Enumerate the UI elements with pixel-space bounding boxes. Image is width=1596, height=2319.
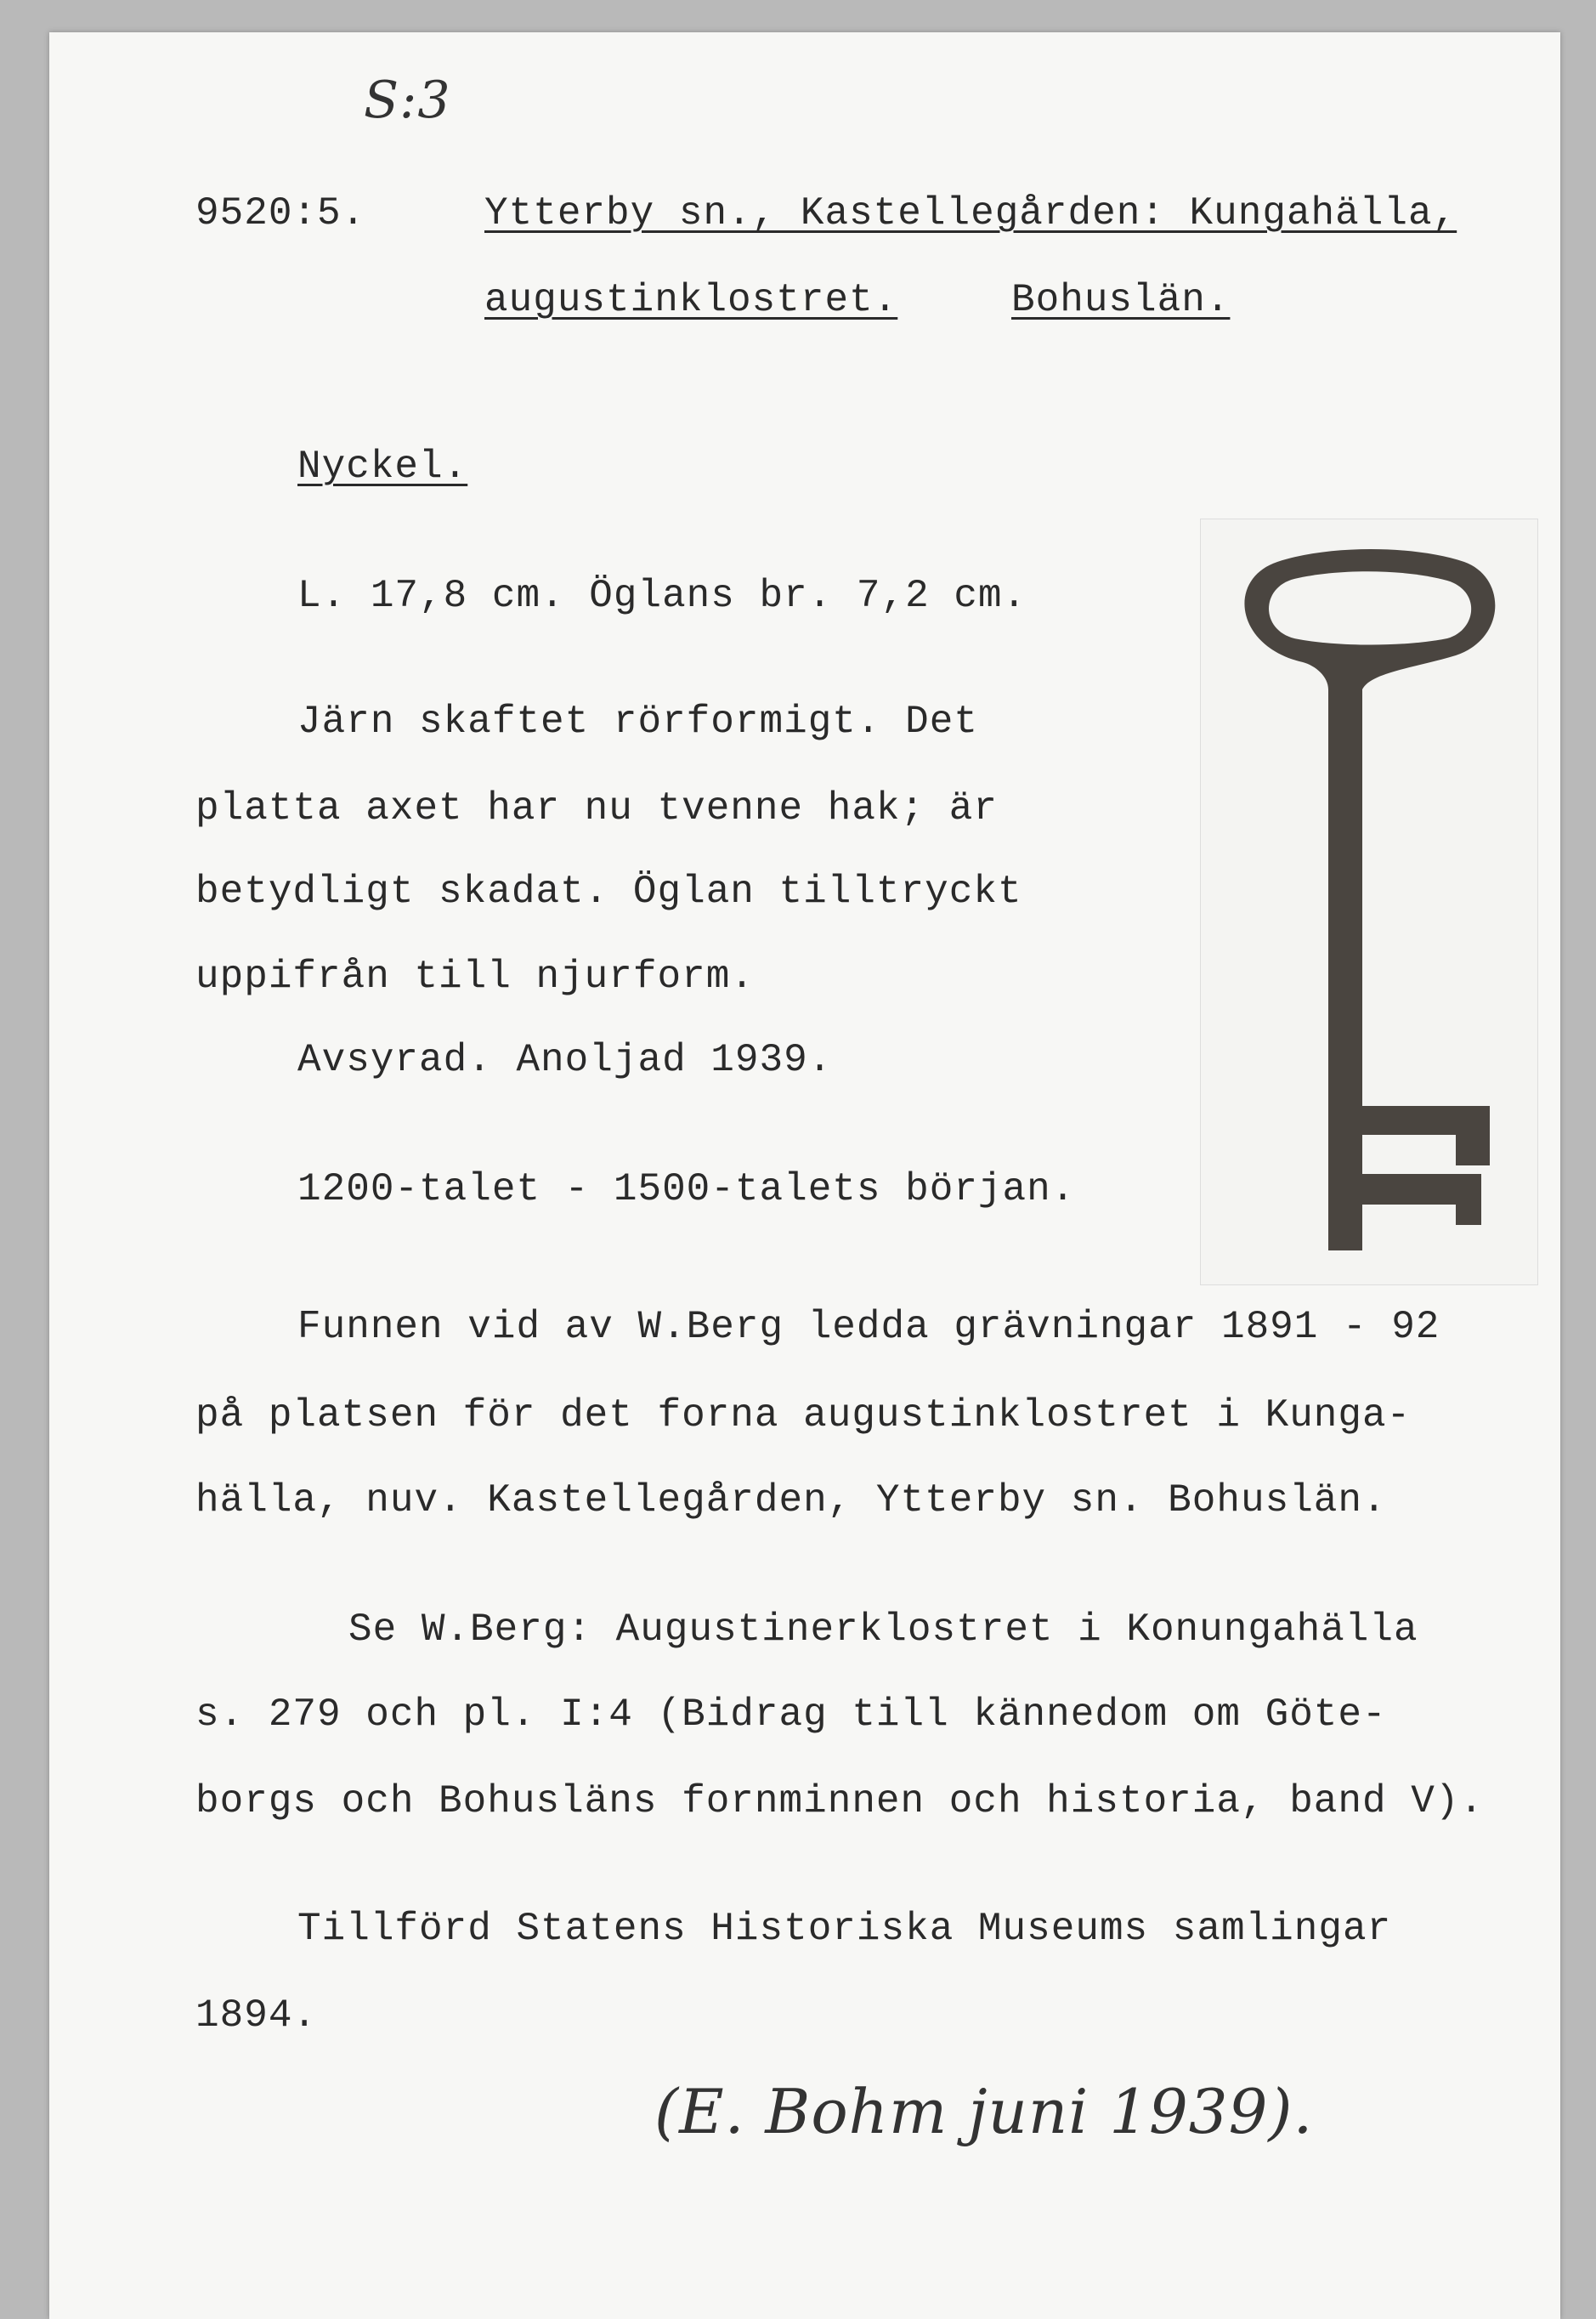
description-line: platta axet har nu tvenne hak; är (195, 786, 998, 831)
catalog-number: 9520:5. (195, 191, 366, 235)
key-icon (1201, 519, 1537, 1284)
reference-line: Se W.Berg: Augustinerklostret i Konungahälla (348, 1607, 1418, 1652)
location-line-2a: augustinklostret. (484, 278, 898, 322)
corner-mark: S:3 (364, 71, 451, 130)
acquisition-line: 1894. (195, 1993, 318, 2038)
signature: (E. Bohm juni 1939). (654, 2076, 1314, 2147)
key-photograph (1200, 519, 1538, 1285)
dimensions: L. 17,8 cm. Öglans br. 7,2 cm. (297, 574, 1027, 618)
description-line: uppifrån till njurform. (195, 955, 755, 999)
catalog-card (49, 32, 1560, 2319)
description-line: betydligt skadat. Öglan tilltryckt (195, 870, 1022, 914)
find-line: Funnen vid av W.Berg ledda grävningar 1891 - 92 (297, 1305, 1440, 1349)
reference-line: borgs och Bohusläns fornminnen och historia, band V). (195, 1779, 1485, 1823)
location-line-2b: Bohuslän. (1011, 278, 1231, 322)
find-line: hälla, nuv. Kastellegården, Ytterby sn. Bohuslän. (195, 1478, 1387, 1522)
reference-line: s. 279 och pl. I:4 (Bidrag till kännedom om Göte- (195, 1692, 1387, 1737)
location-line-1: Ytterby sn., Kastellegården: Kungahälla, (484, 191, 1457, 235)
acquisition-line: Tillförd Statens Historiska Museums samlingar (297, 1907, 1392, 1951)
treatment: Avsyrad. Anoljad 1939. (297, 1038, 833, 1082)
find-line: på platsen för det forna augustinklostret i Kunga- (195, 1393, 1412, 1437)
object-name: Nyckel. (297, 445, 468, 489)
dating: 1200-talet - 1500-talets början. (297, 1167, 1076, 1211)
description-line: Järn skaftet rörformigt. Det (297, 700, 978, 744)
